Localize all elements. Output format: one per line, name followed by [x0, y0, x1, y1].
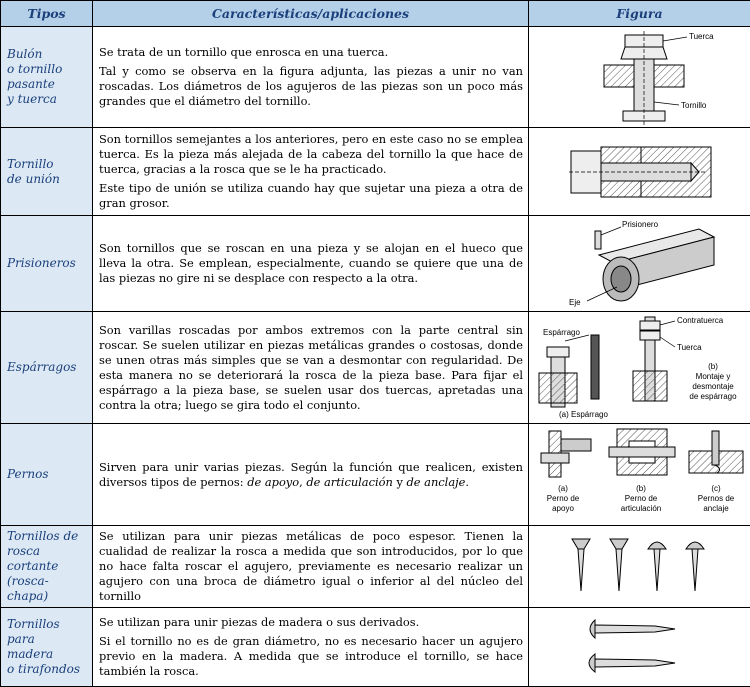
- fig-label: Perno de: [625, 494, 658, 503]
- fig-label: articulación: [621, 504, 661, 513]
- desc-paragraph: [99, 460, 523, 490]
- tipo-line: pasante: [7, 77, 86, 92]
- tipo-cell: [1, 312, 93, 424]
- pins-figure: [529, 425, 749, 525]
- table-row: [1, 526, 750, 608]
- desc-italic: de articulación: [306, 475, 392, 489]
- desc-text: Sirven para unir varias piezas. Según la función que realicen, existen diversos tipos de pernos:: [99, 460, 523, 489]
- fig-label: Montaje y: [696, 372, 731, 381]
- tipo-line: Espárragos: [7, 360, 86, 375]
- desc-paragraph: Se utilizan para unir piezas de madera o sus derivados.: [99, 615, 523, 630]
- desc-paragraph: Se utilizan para unir piezas metálicas de poco espesor. Tienen la cualidad de realizar la rosca a medida que son introducidos, por lo que no hace falta roscar el agujero, previamente es necesario realizar un agujero con una broca de diámetro igual o inferior al del núcleo del tornillo: [99, 529, 523, 604]
- table-row: [1, 424, 750, 526]
- fig-label: anclaje: [703, 504, 729, 513]
- tipo-line: de unión: [7, 172, 86, 187]
- tipo-cell: [1, 424, 93, 526]
- desc-text: .: [465, 475, 469, 489]
- header-caracteristicas: Características/aplicaciones: [93, 1, 529, 27]
- tipo-line: o tirafondos: [7, 662, 86, 677]
- figure-cell: [529, 27, 750, 128]
- tipo-line: rosca cortante: [7, 544, 86, 574]
- figure-cell: [529, 128, 750, 216]
- bolt-nut-figure: [529, 27, 749, 127]
- set-screw-figure: [529, 217, 749, 311]
- tipo-line: madera: [7, 647, 86, 662]
- desc-paragraph: Este tipo de unión se utiliza cuando hay que sujetar una pieza a otra de gran grosor.: [99, 181, 523, 211]
- figure-cell: [529, 608, 750, 687]
- fig-label: Tuerca: [689, 32, 714, 41]
- sheet-screws-figure: [529, 533, 749, 601]
- table-row: [1, 128, 750, 216]
- tipo-line: Tornillo: [7, 157, 86, 172]
- header-tipos: Tipos: [1, 1, 93, 27]
- union-screw-figure: [529, 129, 749, 215]
- tipo-cell: [1, 128, 93, 216]
- desc-paragraph: Son tornillos semejantes a los anteriores, pero en este caso no se emplea tuerca. Es la pieza más alejada de la cabeza del tornillo la que hace de tuerca, gracias a la rosca que se le ha practicado.: [99, 132, 523, 177]
- desc-cell: [93, 216, 529, 312]
- table-row: [1, 216, 750, 312]
- table-row: [1, 27, 750, 128]
- fig-label: desmontaje: [692, 382, 734, 391]
- fig-label: Prisionero: [622, 220, 659, 229]
- desc-paragraph: Se trata de un tornillo que enrosca en una tuerca.: [99, 45, 523, 60]
- tipo-cell: [1, 27, 93, 128]
- tipo-line: Bulón: [7, 47, 86, 62]
- fig-label: (b): [636, 484, 646, 493]
- header-row: [1, 1, 750, 27]
- tipo-line: y tuerca: [7, 92, 86, 107]
- stud-figure: [529, 313, 749, 423]
- desc-italic: de apoyo: [247, 475, 299, 489]
- fig-label: apoyo: [552, 504, 574, 513]
- tipo-line: Pernos: [7, 467, 86, 482]
- fig-label: Perno de: [547, 494, 580, 503]
- tipo-line: Tornillos de: [7, 529, 86, 544]
- figure-cell: [529, 526, 750, 608]
- tipo-line: o tornillo: [7, 62, 86, 77]
- tipo-line: (rosca-chapa): [7, 574, 86, 604]
- desc-paragraph: Son tornillos que se roscan en una pieza y se alojan en el hueco que lleva la otra. Se emplean, especialmente, cuando se quiere que una de las piezas no gire ni se desplace con respecto a la otra.: [99, 241, 523, 286]
- fig-label: (c): [711, 484, 721, 493]
- desc-cell: [93, 608, 529, 687]
- desc-cell: [93, 128, 529, 216]
- desc-paragraph: Son varillas roscadas por ambos extremos con la parte central sin roscar. Se suelen utilizar en piezas metálicas grandes o costosas, donde se unen otras más simples que se van a desmontar con regularidad. De esta manera no se deteriorará la rosca de la pieza base. Para fijar el espárrago a la pieza base, se suelen usar dos tuercas, apretadas una contra la otra; luego se gira todo el conjunto.: [99, 323, 523, 413]
- tipo-cell: [1, 526, 93, 608]
- desc-cell: [93, 526, 529, 608]
- desc-italic: de anclaje: [407, 475, 466, 489]
- fig-label: (b): [708, 362, 718, 371]
- figure-cell: [529, 424, 750, 526]
- fig-label: (a) Espárrago: [559, 410, 608, 419]
- figure-cell: [529, 312, 750, 424]
- tipo-line: Tornillos para: [7, 617, 86, 647]
- desc-text: y: [393, 475, 407, 489]
- fig-label: Tornillo: [681, 101, 707, 110]
- fig-label: Contratuerca: [677, 316, 724, 325]
- table-row: [1, 608, 750, 687]
- desc-cell: [93, 312, 529, 424]
- header-figura: Figura: [529, 1, 750, 27]
- tipo-cell: [1, 216, 93, 312]
- fig-label: Tuerca: [677, 343, 702, 352]
- fig-label: (a): [558, 484, 568, 493]
- desc-cell: [93, 424, 529, 526]
- tipo-line: Prisioneros: [7, 256, 86, 271]
- desc-text: ,: [299, 475, 306, 489]
- fig-label: Eje: [569, 298, 581, 307]
- figure-cell: [529, 216, 750, 312]
- desc-paragraph: Si el tornillo no es de gran diámetro, no es necesario hacer un agujero previo en la madera. A medida que se introduce el tornillo, se hace también la rosca.: [99, 634, 523, 679]
- desc-cell: [93, 27, 529, 128]
- fig-label: Pernos de: [698, 494, 735, 503]
- fig-label: de espárrago: [689, 392, 737, 401]
- table-row: [1, 312, 750, 424]
- tipo-cell: [1, 608, 93, 687]
- desc-paragraph: Tal y como se observa en la figura adjunta, las piezas a unir no van roscadas. Los diámetros de los agujeros de las piezas son un poco más grandes que el diámetro del tornillo.: [99, 64, 523, 109]
- fig-label: Espárrago: [543, 328, 580, 337]
- wood-screws-figure: [529, 609, 749, 685]
